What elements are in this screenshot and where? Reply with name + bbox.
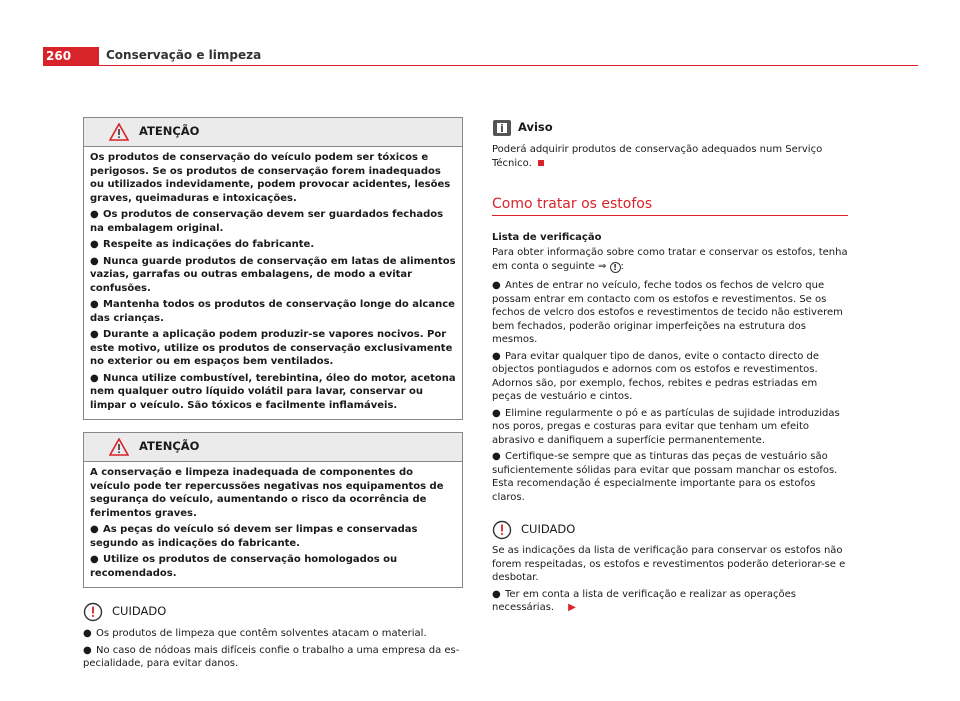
list-item: ● Para evitar qualquer tipo de danos, evite o contacto directo de objectos pontiagudos e adornos com os estofos e revestimentos. Adornos são, por exemplo, fechos, rebites e pedras estriadas em peças de vestuário e cintos. [492,350,820,402]
note-header [492,116,848,140]
continue-arrow-icon: ▶ [568,602,576,613]
list-item: ● Elimine regularmente o pó e as partículas de sujidade introduzidas nos poros, pregas e costuras para evitar que tenham um efeito abrasivo e danifiquem a superfície permanentemente. [492,407,840,446]
list-item: ● Os produtos de conservação devem ser guardados fechados na embalagem original. [90,209,444,234]
list-item: ● Nunca utilize combustível, terebintina, óleo do motor, acetona nem qualquer outro líquido volátil para lavar, conservar ou limpar o veículo. São tóxicos e facilmente inflamáveis. [90,372,456,411]
warning-body [84,147,462,419]
list-item: ● As peças do veículo só devem ser limpas e conservadas segundo as indicações do fabricante. [90,524,418,549]
right-column [492,116,848,618]
exclamation-circle-icon [83,602,103,622]
warning-heading: ATENÇÃO [139,124,200,139]
warning-box-1 [83,117,463,420]
list-item: ● Durante a aplicação podem produzir-se vapores nocivos. Por este motivo, utilize os produtos de conservação exclusivamente no exterior ou em espaços bem ventilados. [90,329,453,367]
list-item: ● Os produtos de limpeza que contêm solventes atacam o material. [83,628,427,639]
caution-heading: CUIDADO [112,604,167,619]
info-note-icon [492,119,512,137]
note-heading: Aviso [518,120,553,135]
caution-block [492,518,848,615]
page-title: Conservação e limpeza [106,48,262,62]
warning-intro: A conservação e limpeza inadequada de componentes do veículo pode ter repercussões negativas nos equipamentos de segurança do veículo, aumentando o risco da ocorrência de ferimentos graves. [90,467,444,519]
list-item: ● No caso de nódoas mais difíceis confie o trabalho a uma empresa da especialidade, para evitar danos. [83,644,460,669]
caution-block [83,600,463,671]
header-rule [43,65,918,66]
caution-header [83,600,463,624]
warning-box-2 [83,432,463,588]
warning-header [84,433,462,462]
warning-triangle-icon [109,438,129,456]
end-marker [538,160,544,166]
section-title: Como tratar os estofos [492,198,848,216]
checklist-intro: Para obter informação sobre como tratar e conservar os estofos, tenha em conta o seguinte ⇒ ! : [492,247,848,272]
warning-heading: ATENÇÃO [139,439,200,454]
list-item: ● Utilize os produtos de conservação homologados ou recomendados. [90,554,398,579]
note-text: Poderá adquirir produtos de conservação adequados num Serviço Técnico. [492,144,823,169]
page-number: 260 [43,47,99,65]
caution-header [492,518,848,542]
caution-text: Se as indicações da lista de verificação para conservar os estofos não forem respeitadas, os estofos e revestimentos poderão deteriorar-se e desbotar. [492,545,846,583]
checklist [492,279,848,504]
warning-body [84,462,462,587]
exclamation-circle-icon [492,520,512,540]
checklist-heading: Lista de verificação [492,231,602,243]
list-item: ● Antes de entrar no veículo, feche todos os fechos de velcro que possam entrar em contacto com os estofos e revestimentos. Se os fechos de velcro dos estofos e revestimentos de tecido não estiverem bem fechados, poderão originar imperfeições na estrutura dos mesmos. [492,280,843,345]
warning-header [84,118,462,147]
caution-reference-icon: ! [610,262,621,273]
list-item: ● Respeite as indicações do fabricante. [90,239,315,250]
list-item: ● Certifique-se sempre que as tinturas das peças de vestuário são suficientemente sólidas para evitar que possam manchar os estofos. Esta recomendação é especialmente importante para os estofos claros. [492,451,838,503]
list-item: ● Nunca guarde produtos de conservação em latas de alimentos vazias, garrafas ou outras embalagens, de modo a evitar confusões. [90,255,456,294]
left-column [83,117,463,674]
warning-triangle-icon [109,123,129,141]
list-item: ● Mantenha todos os produtos de conservação longe do alcance das crianças. [90,299,455,324]
caution-heading: CUIDADO [521,522,576,537]
warning-intro: Os produtos de conservação do veículo podem ser tóxicos e perigosos. Se os produtos de conservação forem inadequados ou utilizados indevidamente, podem provocar acidentes, lesões graves, queimaduras e intoxicações. [90,152,451,204]
list-item: ● Ter em conta a lista de verificação e realizar as operações necessárias. ▶ [492,588,796,613]
